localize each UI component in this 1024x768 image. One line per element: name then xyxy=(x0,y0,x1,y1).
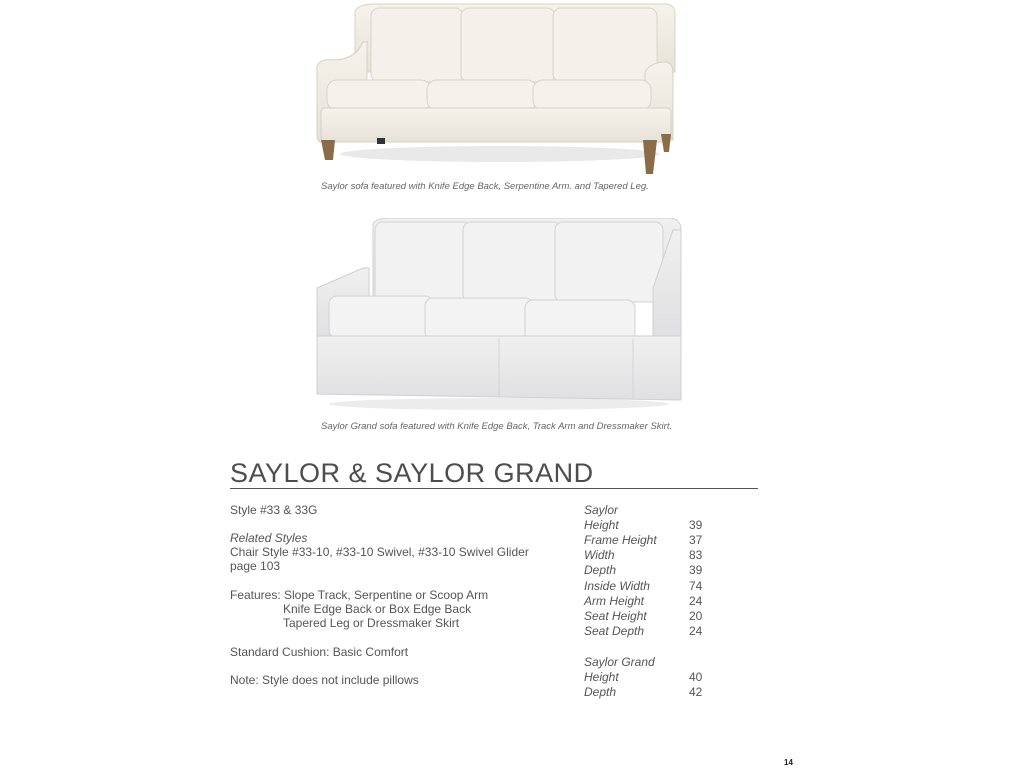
saylor-sofa-photo xyxy=(315,2,677,178)
spec-label: Inside Width xyxy=(584,579,650,593)
spec-value: 39 xyxy=(689,518,703,532)
feature-item: Slope Track, Serpentine or Scoop Arm xyxy=(284,588,489,602)
pillow-note: Note: Style does not include pillows xyxy=(230,673,419,687)
features-label: Features: xyxy=(230,588,281,602)
spec-value: 24 xyxy=(689,594,703,608)
spec-group-title-saylor-grand: Saylor Grand xyxy=(584,655,655,669)
spec-label: Seat Depth xyxy=(584,624,645,638)
spec-label: Height xyxy=(584,670,619,684)
spec-label: Width xyxy=(584,548,615,562)
spec-value: 20 xyxy=(689,609,703,623)
standard-cushion: Standard Cushion: Basic Comfort xyxy=(230,645,409,659)
spec-value: 24 xyxy=(689,624,703,638)
related-styles-heading: Related Styles xyxy=(230,531,308,545)
title-divider xyxy=(230,488,758,489)
saylor-sofa-caption: Saylor sofa featured with Knife Edge Back, Serpentine Arm. and Tapered Leg. xyxy=(321,181,649,192)
style-line: Style #33 & 33G xyxy=(230,503,318,517)
saylor-grand-sofa-caption: Saylor Grand sofa featured with Knife Edge Back, Track Arm and Dressmaker Skirt. xyxy=(321,421,673,432)
spec-label: Arm Height xyxy=(584,594,645,608)
spec-label: Seat Height xyxy=(584,609,647,623)
spec-label: Depth xyxy=(584,685,617,699)
spec-value: 37 xyxy=(689,533,703,547)
feature-item: Knife Edge Back or Box Edge Back xyxy=(283,602,472,616)
spec-value: 40 xyxy=(689,670,703,684)
related-styles-page: page 103 xyxy=(230,559,281,573)
page-title: SAYLOR & SAYLOR GRAND xyxy=(230,458,594,488)
spec-value: 74 xyxy=(689,579,703,593)
saylor-grand-sofa-photo xyxy=(313,218,685,412)
page-number: 14 xyxy=(784,758,793,767)
feature-item: Tapered Leg or Dressmaker Skirt xyxy=(283,616,460,630)
spec-value: 83 xyxy=(689,548,703,562)
spec-group-title-saylor: Saylor xyxy=(584,503,619,517)
spec-value: 42 xyxy=(689,685,703,699)
spec-label: Frame Height xyxy=(584,533,657,547)
related-styles-line: Chair Style #33-10, #33-10 Swivel, #33-10 Swivel Glider xyxy=(230,545,529,559)
spec-value: 39 xyxy=(689,563,703,577)
spec-label: Height xyxy=(584,518,619,532)
spec-label: Depth xyxy=(584,563,617,577)
